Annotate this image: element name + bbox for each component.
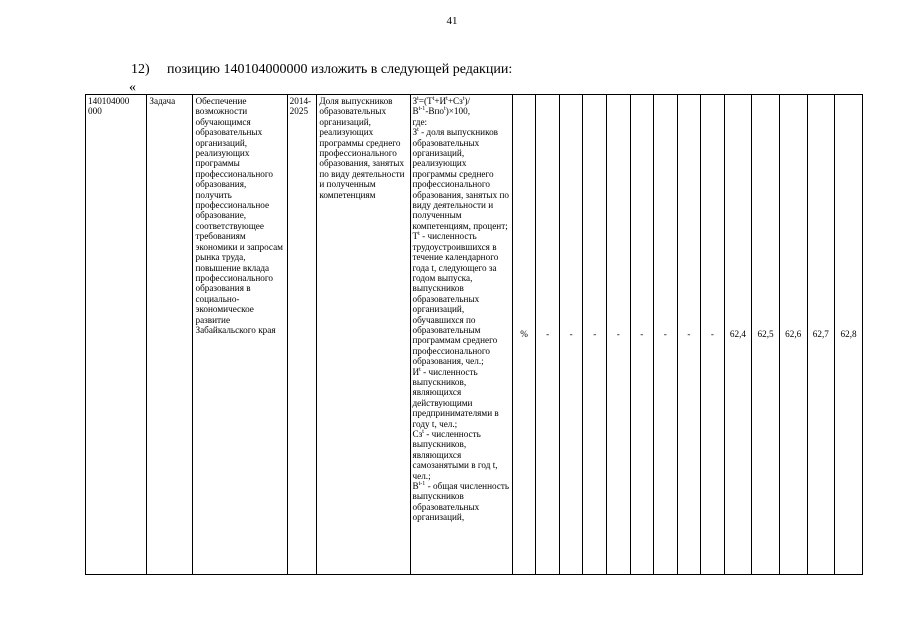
table-row — [86, 95, 863, 575]
page-number: 41 — [446, 15, 458, 27]
value-cell: 62,5 — [752, 95, 780, 575]
section-heading — [131, 62, 512, 78]
value-cell: - — [654, 95, 678, 575]
formula-cell: $З^t=(Т^t+И^t+Сз^t)/$ $В^{t-1}-Впо^t)\times 100$, где: $З^t$ - доля выпускников образовательных организаций, реализующих программы среднего профессионального образования, занятых по виду деятельности и полученным компетенциям, процент; $Т^t$ - численность трудоустроившихся в течение календарного года t, следующего за годом выпуска, выпускников образовательных организаций, обучавшихся по образовательным программам среднего профессионального образования, чел.; $И^t$ - численность выпускников, являющихся действующими предпринимателями в году t, чел.; $Сз^t$ - численность выпускников, являющихся самозанятыми в год t, чел.; $В^{t-1}$ - общая численность выпускников образовательных организаций, — [410, 95, 512, 575]
position-table — [85, 94, 863, 575]
value-cell: 62,4 — [724, 95, 752, 575]
open-quote: « — [129, 80, 136, 95]
value-cell: - — [701, 95, 725, 575]
value-cell: 62,6 — [779, 95, 807, 575]
unit-cell: % — [512, 95, 536, 575]
code-cell: 140104000 000 — [86, 95, 147, 575]
heading-text: позицию 140104000000 изложить в следующей редакции: — [167, 62, 513, 77]
value-cell: - — [536, 95, 560, 575]
indicator-cell: Доля выпускников образовательных организаций, реализующих программы среднего профессионального образования, занятых по виду деятельности и полученным компетенциям — [317, 95, 410, 575]
value-cell: - — [606, 95, 630, 575]
value-cell: 62,8 — [835, 95, 863, 575]
type-cell: Задача — [147, 95, 193, 575]
value-cell: 62,7 — [807, 95, 835, 575]
name-cell: Обеспечение возможности обучающимся образовательных организаций, реализующих программы профессионального образования, получить профессиональное образование, соответствующее требованиям экономики и запросам рынка труда, повышение вклада профессионального образования в социально-экономическое развитие Забайкальского края — [193, 95, 287, 575]
period-cell: 2014-2025 — [287, 95, 317, 575]
heading-number: 12) — [131, 62, 150, 77]
value-cell: - — [677, 95, 701, 575]
value-cell: - — [630, 95, 654, 575]
value-cell: - — [583, 95, 607, 575]
value-cell: - — [559, 95, 583, 575]
